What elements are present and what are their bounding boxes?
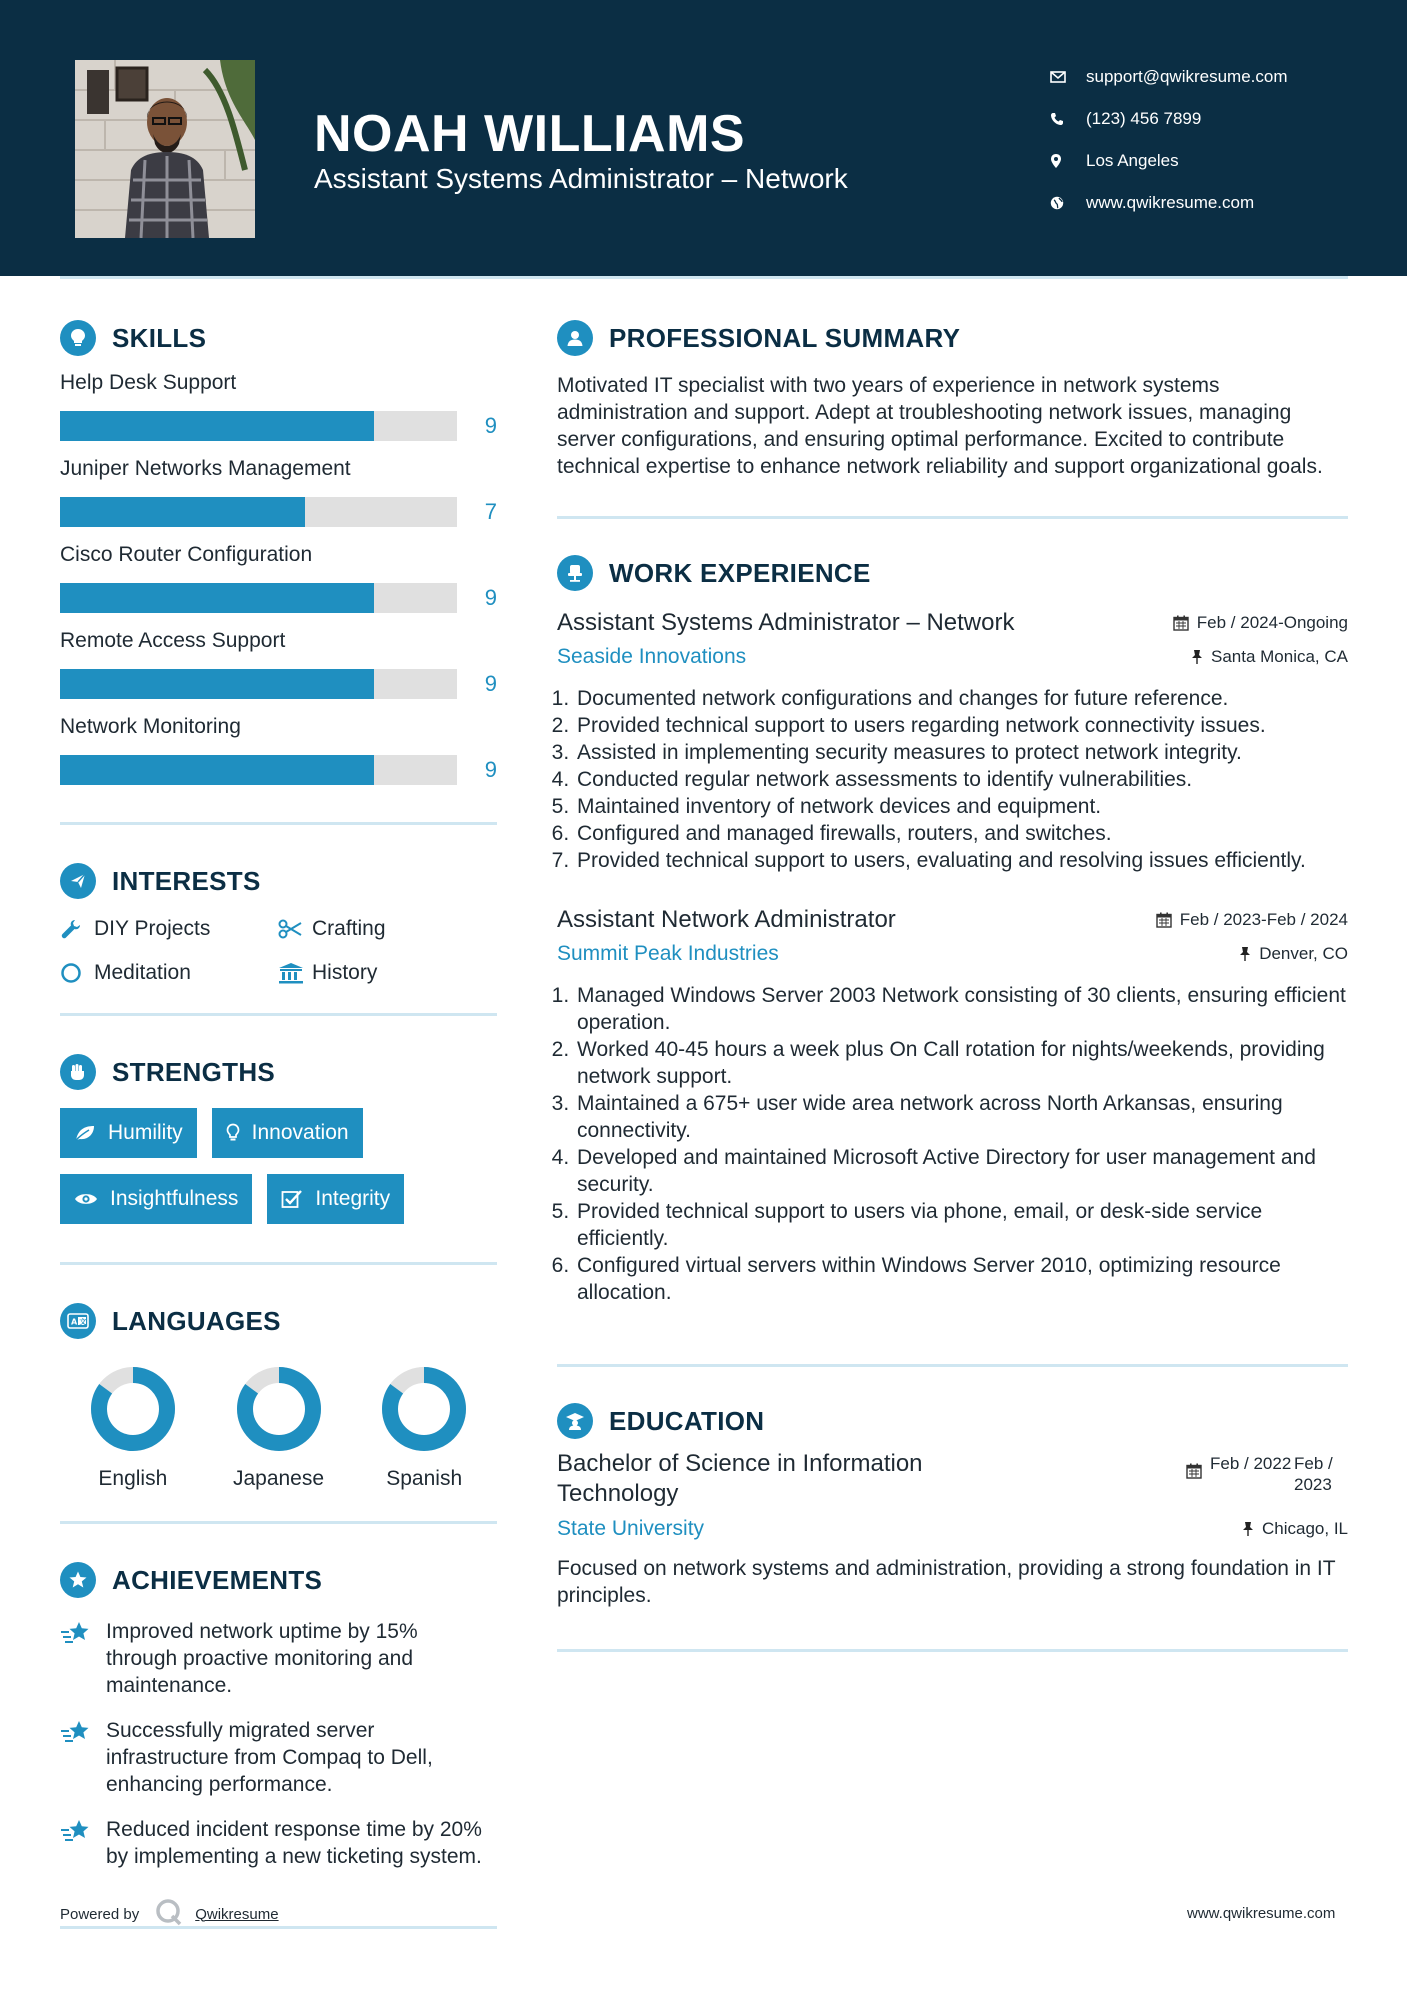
strengths-heading: [60, 1044, 497, 1100]
powered-label: Powered by: [60, 1905, 140, 1923]
skill-bar: [60, 411, 457, 441]
strengths-list: [60, 1100, 480, 1262]
job-duties: [557, 685, 1348, 874]
strength-label: Integrity: [315, 1187, 391, 1210]
skill-name: Juniper Networks Management: [60, 457, 351, 480]
strength-chip: [212, 1108, 363, 1158]
skill-score: 9: [484, 757, 497, 782]
achievement-text: Successfully migrated server infrastructure from Compaq to Dell, enhancing performance.: [106, 1719, 433, 1796]
achievements-title: ACHIEVEMENTS: [112, 1564, 323, 1595]
strength-chip: [267, 1174, 404, 1224]
header-banner: [0, 0, 1407, 276]
duty-item: 5. Provided technical support to users via phone, email, or desk-side service efficiently.: [575, 1198, 1348, 1252]
pushpin-icon: [1191, 649, 1203, 665]
interest-label: History: [312, 961, 378, 984]
achievement-item: [60, 1717, 497, 1798]
section-divider: [60, 1013, 497, 1016]
skill-name: Remote Access Support: [60, 629, 286, 652]
map-pin-icon: [1050, 153, 1086, 169]
circle-icon: [60, 962, 94, 984]
skill-name: Network Monitoring: [60, 715, 241, 738]
section-divider: [557, 1649, 1348, 1652]
education-heading: [557, 1393, 1348, 1449]
language-item: [351, 1363, 497, 1491]
pushpin-icon: [1239, 946, 1251, 962]
language-label: Spanish: [386, 1467, 463, 1490]
interest-item: [278, 913, 478, 945]
job-duties: [557, 982, 1348, 1306]
skill-bar: [60, 497, 457, 527]
pushpin-icon: [1242, 1521, 1254, 1537]
strength-chip: [60, 1174, 252, 1224]
language-donut: [233, 1363, 325, 1455]
achievements-heading: [60, 1552, 497, 1608]
left-column: [60, 310, 497, 1888]
candidate-name: NOAH WILLIAMS: [314, 105, 746, 163]
skill-item: [60, 710, 497, 796]
languages-list: [60, 1349, 497, 1521]
skill-score: 7: [484, 499, 497, 524]
right-column: [557, 310, 1348, 1652]
interests-heading: [60, 853, 497, 909]
shooting-star-icon: [60, 1618, 106, 1699]
calendar-icon: [1186, 1453, 1202, 1484]
section-divider: [60, 1262, 497, 1265]
job-date-text: Feb / 2023-Feb / 2024: [1179, 910, 1348, 929]
interests-list: [60, 909, 497, 1013]
school-name: State University: [557, 1517, 705, 1540]
svg-text:A: A: [71, 1317, 78, 1327]
paper-plane-icon: [60, 863, 96, 899]
strength-label: Innovation: [251, 1121, 349, 1144]
language-label: Japanese: [232, 1467, 325, 1490]
strength-label: Insightfulness: [110, 1187, 239, 1210]
achievement-text: Improved network uptime by 15% through proactive monitoring and maintenance.: [106, 1620, 418, 1697]
language-icon: [60, 1303, 96, 1339]
education-dates: [1186, 1449, 1348, 1509]
education-entry: [557, 1449, 1348, 1609]
language-label: English: [98, 1467, 168, 1490]
footer-divider: [60, 1926, 497, 1929]
education-title: EDUCATION: [609, 1405, 765, 1436]
education-end: Feb / 2023: [1294, 1454, 1333, 1494]
job-location-text: Santa Monica, CA: [1210, 647, 1348, 666]
strength-chip: [60, 1108, 197, 1158]
job-date-text: Feb / 2024-Ongoing: [1196, 613, 1348, 632]
skill-name: Cisco Router Configuration: [60, 543, 313, 566]
skill-score: 9: [484, 585, 497, 610]
degree-title: Bachelor of Science in Information Technology: [557, 1450, 923, 1507]
contact-list: [1050, 56, 1370, 224]
header-divider: [60, 276, 1348, 279]
wrench-icon: [60, 918, 94, 940]
candidate-title: Assistant Systems Administrator – Network: [314, 163, 848, 194]
job-title: Assistant Systems Administrator – Network: [557, 609, 1015, 636]
contact-email-text: support@qwikresume.com: [1086, 67, 1288, 86]
museum-icon: [278, 962, 312, 984]
shooting-star-icon: [60, 1717, 106, 1798]
language-donut: [87, 1363, 179, 1455]
duty-item: 4. Conducted regular network assessments to identify vulnerabilities.: [575, 766, 1348, 793]
contact-website[interactable]: [1050, 182, 1370, 224]
contact-website-text: www.qwikresume.com: [1086, 193, 1255, 212]
job-location-text: Denver, CO: [1259, 944, 1348, 963]
duty-item: 1. Managed Windows Server 2003 Network consisting of 30 clients, ensuring efficient operation.: [575, 982, 1348, 1036]
interest-item: [60, 913, 278, 945]
checkbox-icon: [281, 1189, 303, 1209]
skill-item: [60, 624, 497, 710]
job-date: [1156, 906, 1348, 930]
achievements-list: [60, 1618, 497, 1870]
calendar-icon: [1156, 912, 1172, 928]
contact-location-text: Los Angeles: [1086, 151, 1179, 170]
user-icon: [557, 320, 593, 356]
achievement-item: [60, 1816, 497, 1870]
duty-item: 7. Provided technical support to users, evaluating and resolving issues efficiently.: [575, 847, 1348, 874]
skills-list: [60, 366, 497, 822]
office-chair-icon: [557, 555, 593, 591]
summary-text: Motivated IT specialist with two years of experience in network systems administration and support. Adept at troubleshooting network issues, managing server configurations, and ensuring optimal performance. Excited to contribute technical expertise to enhance network reliability and support organizational goals.: [557, 374, 1323, 478]
phone-icon: [1050, 112, 1086, 126]
lightbulb-icon: [226, 1123, 240, 1143]
experience-heading: [557, 545, 1348, 601]
skill-bar: [60, 755, 457, 785]
contact-location: [1050, 140, 1370, 182]
skill-bar: [60, 669, 457, 699]
skill-item: [60, 452, 497, 538]
skill-item: [60, 538, 497, 624]
job-location: [1191, 647, 1348, 667]
duty-item: 2. Provided technical support to users regarding network connectivity issues.: [575, 712, 1348, 739]
skill-score: 9: [484, 671, 497, 696]
strengths-title: STRENGTHS: [112, 1056, 276, 1087]
skill-bar-fill: [60, 583, 374, 613]
section-divider: [60, 822, 497, 825]
globe-icon: [1050, 196, 1086, 210]
envelope-icon: [1050, 71, 1086, 83]
education-description: Focused on network systems and administration, providing a strong foundation in IT principles.: [557, 1557, 1336, 1607]
section-divider: [60, 1521, 497, 1524]
leaf-icon: [74, 1124, 96, 1142]
duty-item: 2. Worked 40-45 hours a week plus On Call rotation for nights/weekends, providing network support.: [575, 1036, 1348, 1090]
contact-phone[interactable]: [1050, 98, 1370, 140]
job-title: Assistant Network Administrator: [557, 906, 896, 933]
graduate-icon: [557, 1403, 593, 1439]
achievement-item: [60, 1618, 497, 1699]
skill-bar-fill: [60, 669, 374, 699]
language-donut: [378, 1363, 470, 1455]
strength-label: Humility: [108, 1121, 183, 1144]
lightbulb-icon: [60, 320, 96, 356]
summary-heading: [557, 310, 1348, 366]
company-name: Summit Peak Industries: [557, 942, 779, 965]
interest-label: DIY Projects: [94, 917, 211, 940]
scissors-icon: [278, 919, 312, 939]
duty-item: 3. Maintained a 675+ user wide area network across North Arkansas, ensuring connectivity.: [575, 1090, 1348, 1144]
duty-item: 5. Maintained inventory of network devices and equipment.: [575, 793, 1348, 820]
skills-title: SKILLS: [112, 322, 207, 353]
company-name: Seaside Innovations: [557, 645, 747, 668]
school-location-text: Chicago, IL: [1262, 1519, 1348, 1538]
fist-icon: [60, 1054, 96, 1090]
interest-item: [278, 957, 478, 989]
duty-item: 3. Assisted in implementing security measures to protect network integrity.: [575, 739, 1348, 766]
profile-photo: [75, 60, 255, 238]
duty-item: 6. Configured virtual servers within Windows Server 2010, optimizing resource allocation.: [575, 1252, 1348, 1306]
skill-score: 9: [484, 413, 497, 438]
languages-heading: [60, 1293, 497, 1349]
svg-text:文: 文: [79, 1317, 87, 1326]
summary-title: PROFESSIONAL SUMMARY: [609, 322, 961, 353]
interest-label: Meditation: [94, 961, 191, 984]
interest-item: [60, 957, 278, 989]
achievement-text: Reduced incident response time by 20% by implementing a new ticketing system.: [106, 1818, 482, 1868]
skill-bar-fill: [60, 497, 305, 527]
contact-phone-text: (123) 456 7899: [1086, 109, 1202, 128]
section-divider: [557, 516, 1348, 519]
skills-heading: [60, 310, 497, 366]
duty-item: 1. Documented network configurations and changes for future reference.: [575, 685, 1348, 712]
section-divider: [557, 1364, 1348, 1367]
job-entry: [557, 906, 1348, 1306]
star-badge-icon: [60, 1562, 96, 1598]
job-date: [1173, 609, 1348, 633]
duty-item: 4. Developed and maintained Microsoft Active Directory for user management and security.: [575, 1144, 1348, 1198]
skill-name: Help Desk Support: [60, 371, 237, 394]
education-start: Feb / 2022: [1210, 1454, 1292, 1473]
language-item: [60, 1363, 206, 1491]
experience-title: WORK EXPERIENCE: [609, 557, 871, 588]
calendar-icon: [1173, 615, 1189, 631]
skill-bar-fill: [60, 755, 374, 785]
school-location: [1242, 1519, 1348, 1539]
skill-bar-fill: [60, 411, 374, 441]
interests-title: INTERESTS: [112, 865, 261, 896]
eye-icon: [74, 1191, 98, 1207]
footer-url[interactable]: www.qwikresume.com: [1187, 1905, 1336, 1922]
job-entry: [557, 609, 1348, 874]
skill-bar: [60, 583, 457, 613]
interest-label: Crafting: [312, 917, 386, 940]
brand-link[interactable]: Qwikresume: [195, 1905, 279, 1923]
languages-title: LANGUAGES: [112, 1305, 281, 1336]
job-location: [1239, 944, 1348, 964]
shooting-star-icon: [60, 1816, 106, 1870]
contact-email[interactable]: [1050, 56, 1370, 98]
duty-item: 6. Configured and managed firewalls, routers, and switches.: [575, 820, 1348, 847]
language-item: [206, 1363, 352, 1491]
skill-item: [60, 366, 497, 452]
